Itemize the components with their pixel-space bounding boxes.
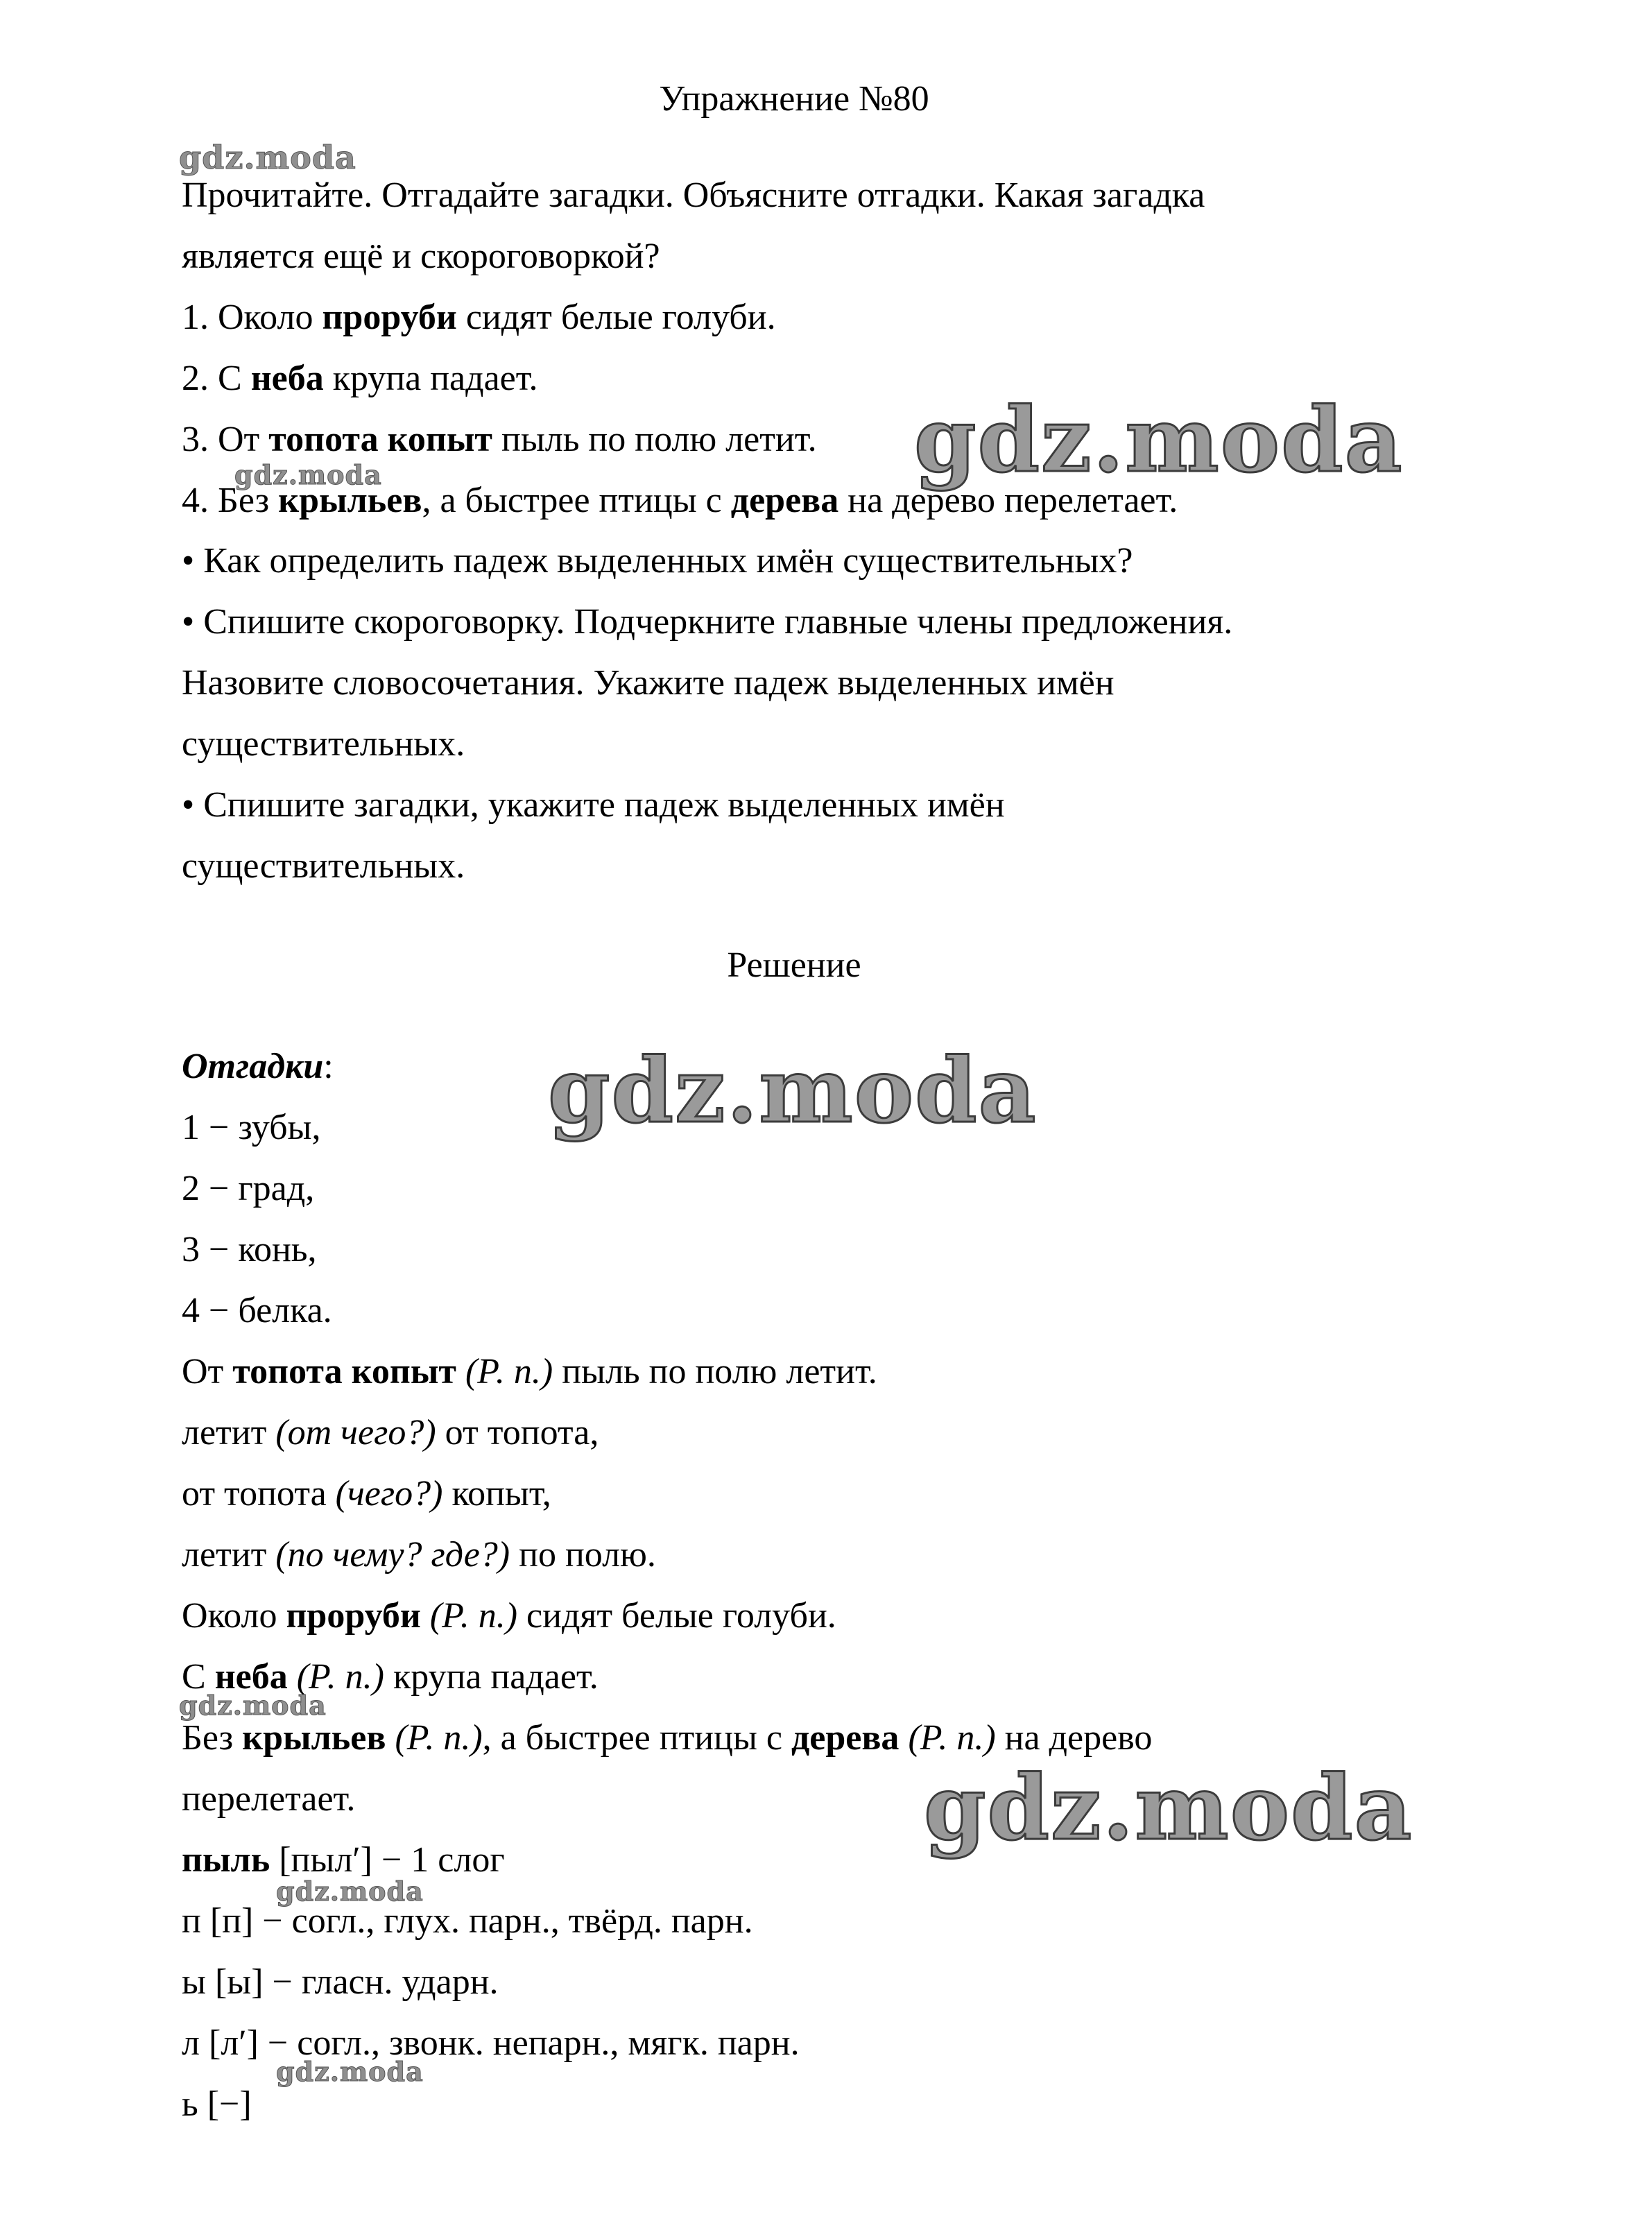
- solution-heading: Решение: [727, 945, 861, 985]
- phrase-3: летит (по чему? где?) по полю.: [182, 1535, 656, 1575]
- answers-label: Отгадки:: [182, 1047, 334, 1086]
- sentence-1: От топота копыт (Р. п.) пыль по полю летит.: [182, 1352, 877, 1391]
- answer-3: 3 − конь,: [182, 1230, 317, 1269]
- question-2-line-3: существительных.: [182, 724, 465, 764]
- question-3-line-1: • Спишите загадки, укажите падеж выделенных имён: [182, 785, 1005, 825]
- sentence-2: Около проруби (Р. п.) сидят белые голуби.: [182, 1596, 836, 1636]
- question-1: • Как определить падеж выделенных имён существительных?: [182, 541, 1133, 581]
- phonetic-row-1: п [п] − согл., глух. парн., твёрд. парн.: [182, 1901, 753, 1941]
- task-intro-line-2: является ещё и скороговоркой?: [182, 237, 660, 276]
- phonetic-heading: пыль [пыл′] − 1 слог: [182, 1840, 505, 1880]
- riddle-1: 1. Около проруби сидят белые голуби.: [182, 298, 776, 337]
- question-2-line-2: Назовите словосочетания. Укажите падеж выделенных имён: [182, 663, 1115, 703]
- sentence-4: Без крыльев (Р. п.), а быстрее птицы с дерева (Р. п.) на дерево: [182, 1718, 1153, 1758]
- answer-1: 1 − зубы,: [182, 1108, 321, 1147]
- watermark: gdz.moda: [914, 388, 1404, 492]
- riddle-4: 4. Без крыльев, а быстрее птицы с дерева на дерево перелетает.: [182, 481, 1178, 520]
- answer-4: 4 − белка.: [182, 1291, 332, 1330]
- watermark: gdz.moda: [179, 1690, 327, 1721]
- watermark: gdz.moda: [179, 139, 356, 176]
- watermark: gdz.moda: [924, 1756, 1413, 1860]
- answer-2: 2 − град,: [182, 1169, 315, 1208]
- phonetic-row-2: ы [ы] − гласн. ударн.: [182, 1962, 499, 2002]
- sentence-3: С неба (Р. п.) крупа падает.: [182, 1657, 599, 1697]
- sentence-4-line-2: перелетает.: [182, 1779, 356, 1819]
- exercise-title: Упражнение №80: [659, 79, 929, 119]
- phrase-1: летит (от чего?) от топота,: [182, 1413, 599, 1452]
- question-3-line-2: существительных.: [182, 846, 465, 886]
- riddle-2: 2. С неба крупа падает.: [182, 359, 538, 398]
- watermark: gdz.moda: [276, 1876, 424, 1907]
- watermark: gdz.moda: [234, 459, 382, 490]
- phrase-2: от топота (чего?) копыт,: [182, 1474, 551, 1513]
- phonetic-row-3: л [л′] − согл., звонк. непарн., мягк. парн.: [182, 2023, 800, 2063]
- phonetic-row-4: ь [−]: [182, 2084, 252, 2124]
- task-intro-line-1: Прочитайте. Отгадайте загадки. Объясните отгадки. Какая загадка: [182, 175, 1205, 215]
- question-2-line-1: • Спишите скороговорку. Подчеркните главные члены предложения.: [182, 602, 1233, 642]
- watermark: gdz.moda: [276, 2056, 424, 2087]
- watermark: gdz.moda: [548, 1039, 1038, 1143]
- riddle-3: 3. От топота копыт пыль по полю летит.: [182, 420, 817, 459]
